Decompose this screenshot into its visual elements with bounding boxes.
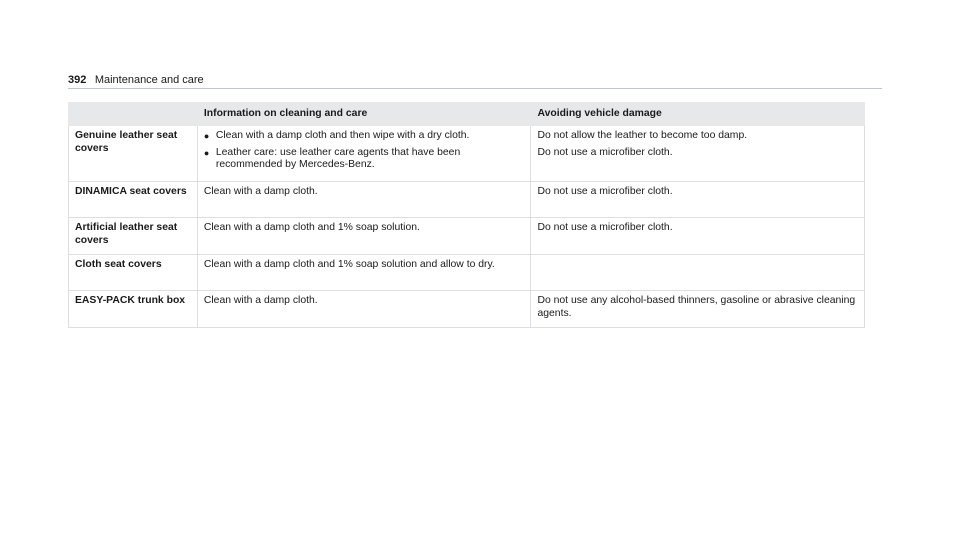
page-header	[68, 70, 882, 89]
damage-text: Do not use any alcohol-based thinners, gasoline or abrasive cleaning agents.	[537, 295, 856, 319]
damage-text: Do not use a microfiber cloth.	[537, 222, 673, 233]
row-label: EASY-PACK trunk box	[69, 291, 198, 328]
info-text: Clean with a damp cloth and 1% soap solution.	[203, 222, 420, 233]
info-cell	[197, 218, 531, 255]
bullet-icon: ●	[203, 131, 210, 141]
header-avoid-damage: Avoiding vehicle damage	[531, 103, 865, 126]
damage-cell	[531, 126, 865, 182]
info-text: Clean with a damp cloth.	[203, 186, 318, 197]
table-row	[69, 126, 865, 182]
row-label: Genuine leather seat covers	[69, 126, 198, 182]
table-row	[69, 255, 865, 291]
bullet-icon: ●	[203, 147, 210, 158]
damage-cell	[531, 182, 865, 218]
info-cell	[197, 182, 531, 218]
info-text: Clean with a damp cloth.	[203, 295, 318, 306]
list-item	[204, 130, 525, 143]
table-header-row	[69, 103, 865, 126]
info-cell	[197, 291, 531, 328]
row-label: Artificial leather seat covers	[69, 218, 198, 255]
table-row	[69, 218, 865, 255]
damage-cell	[531, 218, 865, 255]
row-label: DINAMICA seat covers	[69, 182, 198, 218]
page-number: 392	[68, 74, 87, 86]
damage-text: Do not use a microfiber cloth.	[537, 146, 673, 158]
info-cell	[197, 255, 531, 291]
table-row	[69, 182, 865, 218]
damage-text: Do not allow the leather to become too damp.	[537, 130, 748, 141]
bullet-list	[204, 130, 525, 172]
info-text: Clean with a damp cloth and 1% soap solution and allow to dry.	[203, 259, 495, 270]
damage-cell	[531, 291, 865, 328]
info-cell	[197, 126, 531, 182]
list-item	[204, 147, 525, 172]
section-title: Maintenance and care	[94, 74, 204, 86]
damage-cell	[531, 255, 865, 291]
list-item-text: Clean with a damp cloth and then wipe with a dry cloth.	[215, 130, 470, 141]
damage-text: Do not use a microfiber cloth.	[537, 186, 673, 197]
header-cleaning-info: Information on cleaning and care	[197, 103, 531, 126]
row-label: Cloth seat covers	[69, 255, 198, 291]
table-row	[69, 291, 865, 328]
cleaning-care-table	[68, 102, 865, 328]
list-item-text: Leather care: use leather care agents that have been recommended by Mercedes-Benz.	[215, 146, 461, 170]
header-empty	[69, 103, 198, 126]
